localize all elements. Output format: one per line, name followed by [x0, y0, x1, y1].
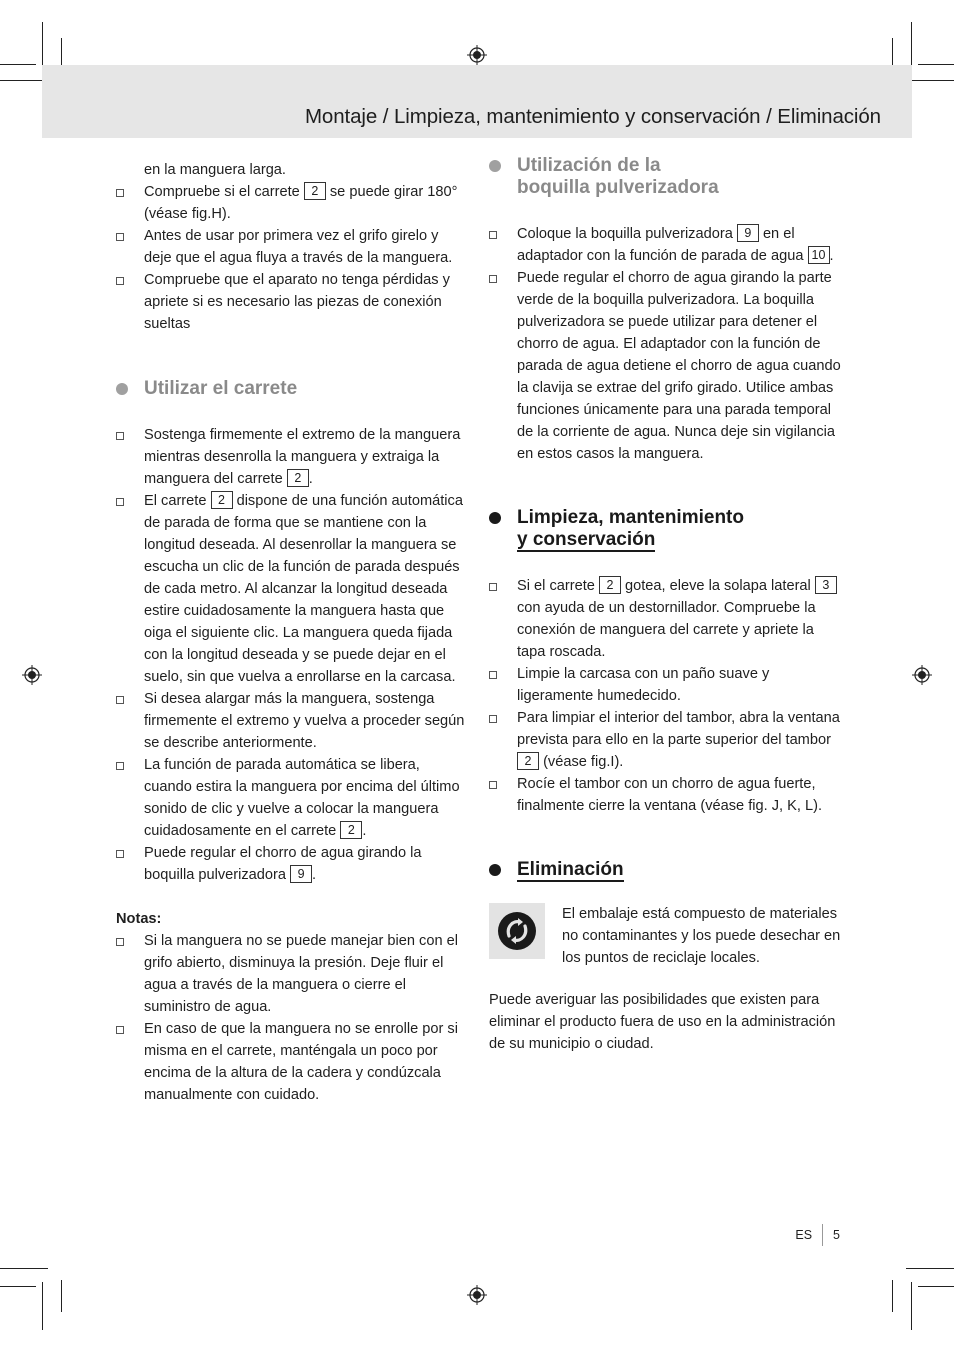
packaging-text: El embalaje está compuesto de materiales no contaminantes y los puede desechar en los puntos de reciclaje locales.	[562, 906, 841, 966]
list-item: Sostenga firmemente el extremo de la manguera mientras desenrolla la manguera y extraiga la manguera del carrete 2 .	[116, 424, 466, 490]
checkbox-bullet-icon	[116, 696, 124, 704]
crop-mark	[0, 64, 36, 65]
crop-mark	[911, 22, 912, 70]
green-dot-recycling-icon	[489, 903, 545, 959]
section-heading-boquilla: Utilización de la boquilla pulverizadora	[489, 155, 841, 199]
section-heading-carrete: Utilizar el carrete	[116, 378, 466, 400]
list-item: La función de parada automática se libera, cuando estira la manguera por encima del último sonido de clic y vuelve a colocar la manguera cuidadosamente en el carrete 2 .	[116, 754, 466, 842]
part-reference: 2	[287, 469, 309, 487]
language-code: ES	[795, 1228, 813, 1242]
checkbox-bullet-icon	[489, 671, 497, 679]
bullet-dot-icon	[489, 864, 501, 876]
crop-mark	[911, 1282, 912, 1330]
crop-mark	[918, 1286, 954, 1287]
packaging-disposal	[489, 903, 841, 969]
crop-mark	[0, 80, 48, 81]
list-item: Compruebe si el carrete 2 se puede girar 180° (véase fig.H).	[116, 181, 466, 225]
page-number: 5	[833, 1228, 840, 1242]
bullet-dot-icon	[489, 512, 501, 524]
part-reference: 2	[304, 182, 326, 200]
list-item: En caso de que la manguera no se enrolle por si misma en el carrete, manténgala un poco por encima de la altura de la cadera y condúzcala manualmente con cuidado.	[116, 1018, 466, 1106]
list-item: Si desea alargar más la manguera, sostenga firmemente el extremo y vuelva a proceder según se describe anteriormente.	[116, 688, 466, 754]
checkbox-bullet-icon	[489, 231, 497, 239]
checkbox-bullet-icon	[116, 938, 124, 946]
list-item: El carrete 2 dispone de una función automática de parada de forma que se mantiene con la longitud deseada. Al desenrollar la manguera se escucha un clic de la función de parada después de cada metro. Al alcanzar la longitud deseada estire cuidadosamente la manguera hasta que oiga el siguiente clic. La manguera queda fijada con la longitud deseada y se puede dejar en el suelo, sin que vuelva a enrollarse en la carcasa.	[116, 490, 466, 688]
part-reference: 2	[599, 576, 621, 594]
part-reference: 2	[517, 752, 539, 770]
crop-mark	[0, 1286, 36, 1287]
checkbox-bullet-icon	[116, 850, 124, 858]
checkbox-bullet-icon	[116, 498, 124, 506]
part-reference: 2	[340, 821, 362, 839]
crop-mark	[918, 64, 954, 65]
checkbox-bullet-icon	[489, 781, 497, 789]
checkbox-bullet-icon	[116, 762, 124, 770]
registration-mark-icon	[22, 665, 42, 685]
checkbox-bullet-icon	[116, 277, 124, 285]
list-item: Si el carrete 2 gotea, eleve la solapa lateral 3 con ayuda de un destornillador. Compruebe la conexión de manguera del carrete y apriete la tapa roscada.	[489, 575, 841, 663]
checkbox-bullet-icon	[489, 715, 497, 723]
notes-label: Notas:	[116, 911, 162, 927]
page-title: Montaje / Limpieza, mantenimiento y conservación / Eliminación	[304, 105, 881, 128]
list-item: Si la manguera no se puede manejar bien con el grifo abierto, disminuya la presión. Deje fluir el agua a través de la manguera o cierre el suministro de agua.	[116, 930, 466, 1018]
list-item: Rocíe el tambor con un chorro de agua fuerte, finalmente cierre la ventana (véase fig. J, K, L).	[489, 773, 841, 817]
part-reference: 9	[737, 224, 759, 242]
part-reference: 3	[815, 576, 837, 594]
checkbox-bullet-icon	[116, 1026, 124, 1034]
disposal-text: Puede averiguar las posibilidades que existen para eliminar el producto fuera de uso en la administración de su municipio o ciudad.	[489, 992, 836, 1052]
list-item: Coloque la boquilla pulverizadora 9 en el adaptador con la función de parada de agua 10 .	[489, 223, 841, 267]
crop-mark	[42, 1282, 43, 1330]
part-reference: 10	[808, 246, 830, 264]
checkbox-bullet-icon	[116, 432, 124, 440]
intro-continuation: en la manguera larga.	[144, 162, 286, 178]
bullet-dot-icon	[116, 383, 128, 395]
crop-mark	[906, 1268, 954, 1269]
checkbox-bullet-icon	[489, 275, 497, 283]
crop-mark	[42, 22, 43, 70]
crop-mark	[0, 1268, 48, 1269]
registration-mark-icon	[912, 665, 932, 685]
section-heading-eliminacion: Eliminación	[489, 859, 841, 881]
registration-mark-icon	[467, 1285, 487, 1305]
list-item: Limpie la carcasa con un paño suave y ligeramente humedecido.	[489, 663, 841, 707]
page-footer	[795, 1224, 840, 1246]
crop-mark	[906, 80, 954, 81]
crop-mark	[61, 1280, 62, 1312]
checkbox-bullet-icon	[116, 189, 124, 197]
part-reference: 9	[290, 865, 312, 883]
bullet-dot-icon	[489, 160, 501, 172]
crop-mark	[892, 1280, 893, 1312]
checkbox-bullet-icon	[489, 583, 497, 591]
part-reference: 2	[211, 491, 233, 509]
section-heading-limpieza: Limpieza, mantenimiento y conservación	[489, 507, 841, 551]
right-column	[489, 155, 841, 1055]
list-item: Para limpiar el interior del tambor, abra la ventana prevista para ello en la parte superior del tambor 2 (véase fig.I).	[489, 707, 841, 773]
checkbox-bullet-icon	[116, 233, 124, 241]
list-item: Compruebe que el aparato no tenga pérdidas y apriete si es necesario las piezas de conexión sueltas	[116, 269, 466, 335]
list-item: Puede regular el chorro de agua girando la boquilla pulverizadora 9 .	[116, 842, 466, 886]
list-item: Antes de usar por primera vez el grifo girelo y deje que el agua fluya a través de la manguera.	[116, 225, 466, 269]
footer-divider	[822, 1224, 823, 1246]
registration-mark-icon	[467, 45, 487, 65]
left-column	[116, 159, 466, 1106]
list-item: Puede regular el chorro de agua girando la parte verde de la boquilla pulverizadora. La boquilla pulverizadora se puede utilizar para detener el chorro de agua. El adaptador con la función de parada de agua detiene el chorro de agua cuando la clavija se extrae del grifo girado. Utilice ambas funciones únicamente para una parada temporal de la corriente de agua. Nunca deje sin vigilancia en estos casos la manguera.	[489, 267, 841, 465]
